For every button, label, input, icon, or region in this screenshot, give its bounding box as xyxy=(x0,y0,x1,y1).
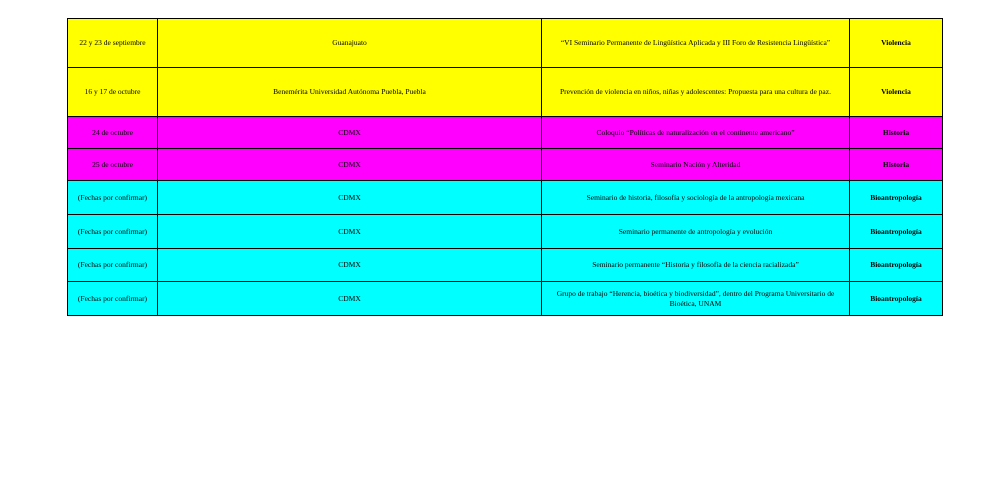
events-table xyxy=(67,18,943,316)
table-row xyxy=(68,149,943,181)
line-cell: Bioantropología xyxy=(850,181,943,215)
location-cell: CDMX xyxy=(158,149,542,181)
event-cell: Prevención de violencia en niños, niñas y adolescentes: Propuesta para una cultura de paz. xyxy=(542,68,850,117)
line-cell: Bioantropología xyxy=(850,249,943,282)
table-row xyxy=(68,215,943,249)
location-cell: Benemérita Universidad Autónoma Puebla, Puebla xyxy=(158,68,542,117)
location-cell: CDMX xyxy=(158,181,542,215)
date-cell: 16 y 17 de octubre xyxy=(68,68,158,117)
table-row xyxy=(68,249,943,282)
date-cell: 24 de octubre xyxy=(68,117,158,149)
line-cell: Historia xyxy=(850,149,943,181)
location-cell: CDMX xyxy=(158,249,542,282)
event-cell: Seminario permanente “Historia y filosofía de la ciencia racializada” xyxy=(542,249,850,282)
location-cell: Guanajuato xyxy=(158,19,542,68)
table-row xyxy=(68,117,943,149)
location-cell: CDMX xyxy=(158,282,542,316)
event-cell: Seminario permanente de antropología y evolución xyxy=(542,215,850,249)
table-row xyxy=(68,181,943,215)
event-cell: Grupo de trabajo “Herencia, bioética y biodiversidad”, dentro del Programa Universitario de Bioética, UNAM xyxy=(542,282,850,316)
event-cell: “VI Seminario Permanente de Lingüística Aplicada y III Foro de Resistencia Lingüística” xyxy=(542,19,850,68)
table-row xyxy=(68,19,943,68)
date-cell: 22 y 23 de septiembre xyxy=(68,19,158,68)
events-table-container xyxy=(67,18,942,316)
line-cell: Bioantropología xyxy=(850,215,943,249)
date-cell: (Fechas por confirmar) xyxy=(68,249,158,282)
table-row xyxy=(68,68,943,117)
events-table-body xyxy=(68,19,943,316)
date-cell: (Fechas por confirmar) xyxy=(68,181,158,215)
date-cell: (Fechas por confirmar) xyxy=(68,215,158,249)
table-row xyxy=(68,282,943,316)
event-cell: Coloquio “Políticas de naturalización en el continente americano” xyxy=(542,117,850,149)
line-cell: Violencia xyxy=(850,68,943,117)
date-cell: (Fechas por confirmar) xyxy=(68,282,158,316)
location-cell: CDMX xyxy=(158,117,542,149)
line-cell: Historia xyxy=(850,117,943,149)
line-cell: Violencia xyxy=(850,19,943,68)
event-cell: Seminario de historia, filosofía y sociología de la antropología mexicana xyxy=(542,181,850,215)
location-cell: CDMX xyxy=(158,215,542,249)
event-cell: Seminario Nación y Alteridad xyxy=(542,149,850,181)
line-cell: Bioantropología xyxy=(850,282,943,316)
date-cell: 25 de octubre xyxy=(68,149,158,181)
